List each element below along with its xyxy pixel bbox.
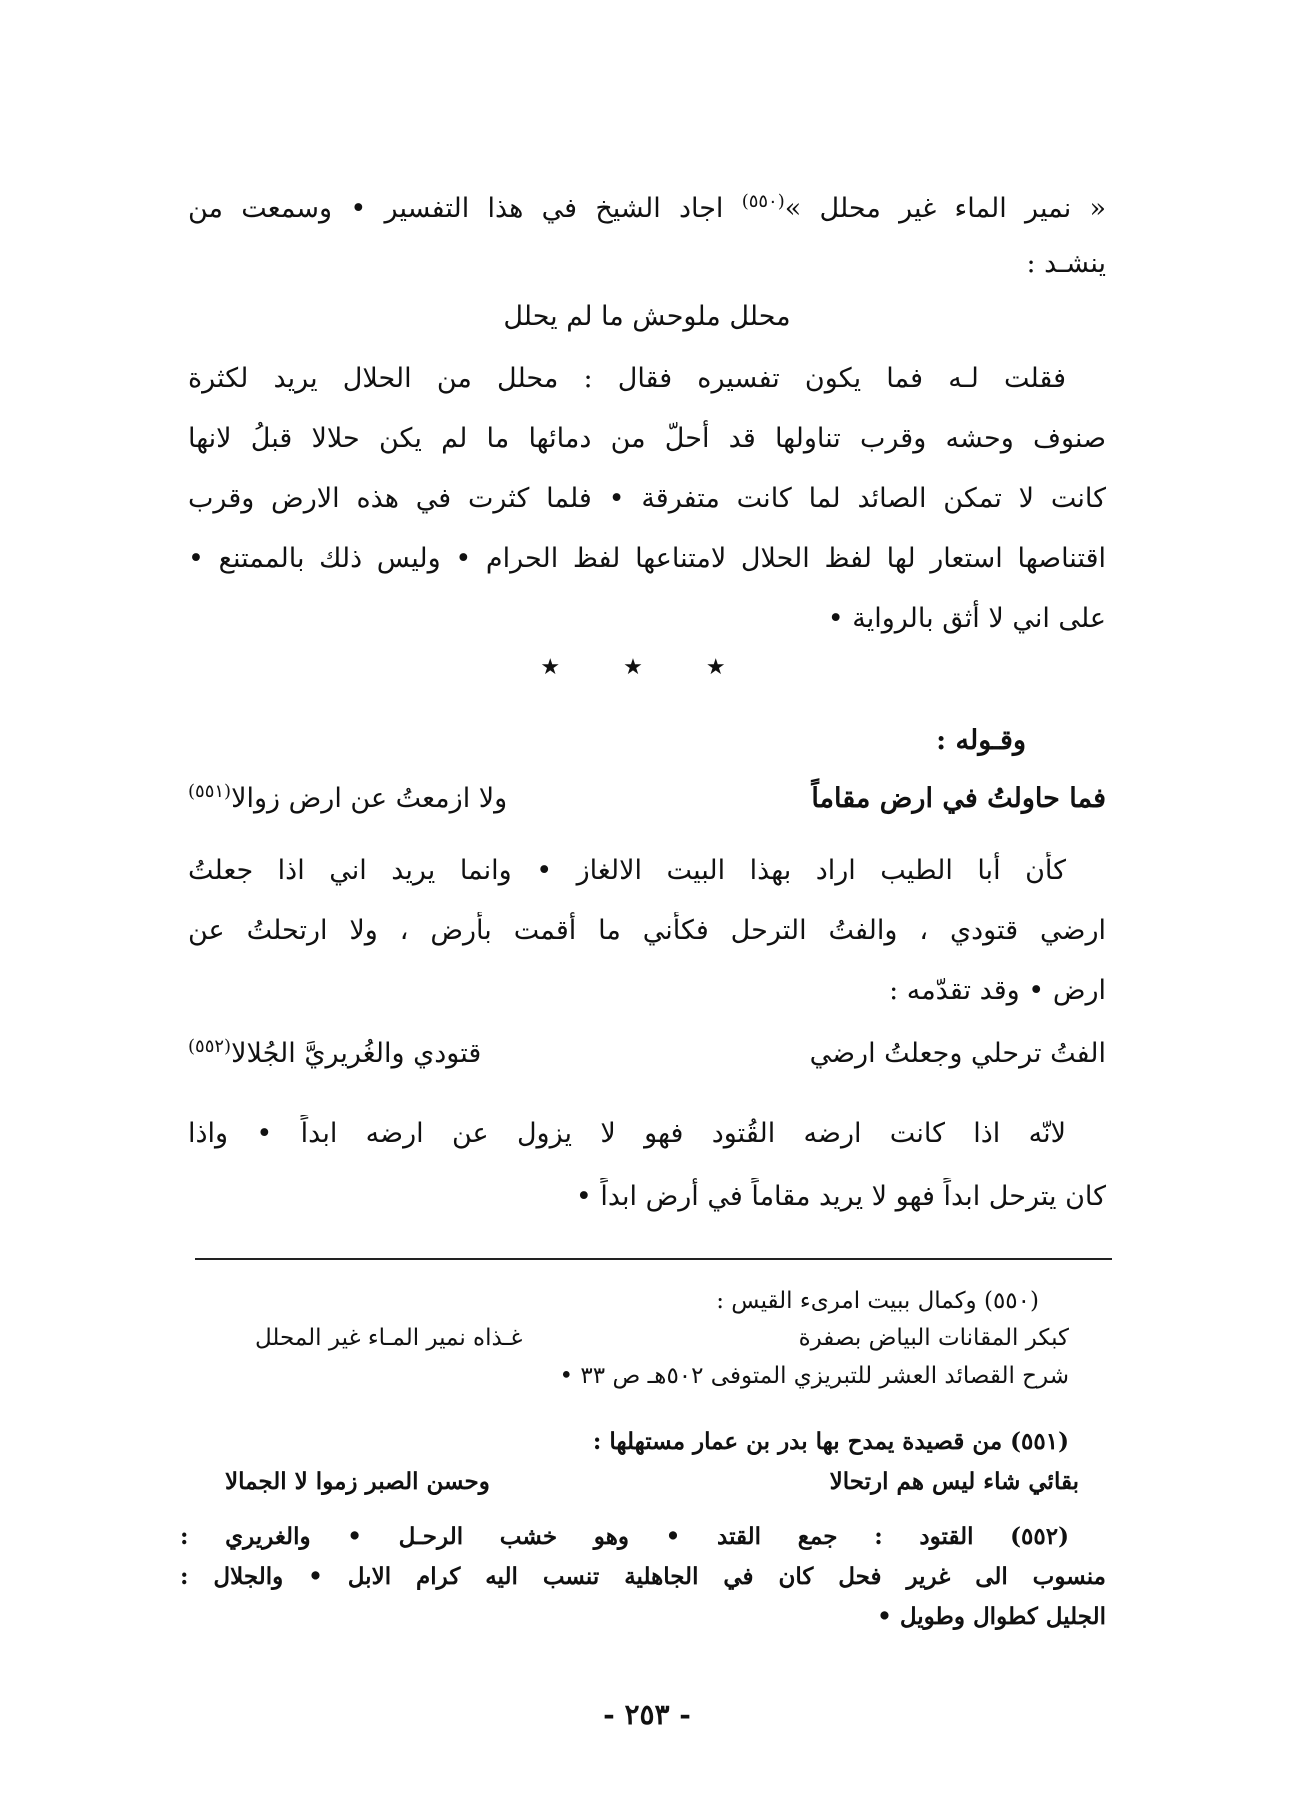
verse-second-text: ولا ازمعتُ عن ارض زوالا bbox=[231, 783, 508, 814]
footnote-550-verse bbox=[255, 1322, 1069, 1356]
poem-verse bbox=[188, 1035, 1106, 1075]
footnote-marker: (٥٥١) bbox=[188, 781, 232, 802]
verse-second-hemistich bbox=[188, 780, 507, 818]
text-line: كأن أبا الطيب اراد بهذا البيت الالغاز • وانما يريد اني اذا جعلتُ bbox=[188, 855, 1066, 886]
verse-second-hemistich: وحسن الصبر زموا لا الجمالا bbox=[225, 1468, 490, 1495]
footnote-550-intro: (٥٥٠) وكمال ببيت امرىء القيس : bbox=[716, 1288, 1039, 1314]
text-line: ارض • وقد تقدّمه : bbox=[889, 975, 1106, 1006]
text-line: ينشـد : bbox=[1026, 248, 1106, 279]
footnote-552-line: (٥٥٢) القتود : جمع القتد • وهو خشب الرحـل • والغريري : bbox=[180, 1523, 1069, 1550]
footnote-551-intro: (٥٥١) من قصيدة يمدح بها بدر بن عمار مستهلها : bbox=[592, 1428, 1069, 1455]
text-line: كانت لا تمكن الصائد لما كانت متفرقة • فلما كثرت في هذه الارض وقرب bbox=[188, 483, 1106, 514]
footnote-marker: (٥٥٠) bbox=[741, 191, 785, 212]
section-separator-stars: ★ ★ ★ bbox=[540, 655, 754, 680]
footnote-marker: (٥٥٢) bbox=[188, 1036, 232, 1057]
verse-first-hemistich: كبكر المقانات البياض بصفرة bbox=[798, 1325, 1069, 1351]
text-line: على اني لا أثق بالرواية • bbox=[827, 603, 1106, 634]
verse-first-hemistich: فما حاولتُ في ارض مقاماً bbox=[811, 783, 1106, 814]
section-heading: وقـوله : bbox=[936, 725, 1026, 756]
verse-second-hemistich: غـذاه نمير المـاء غير المحلل bbox=[255, 1325, 523, 1351]
text-line: اقتناصها استعار لها لفظ الحلال لامتناعها لفظ الحرام • وليس ذلك بالممتنع • bbox=[188, 543, 1106, 574]
footnote-550-source: شرح القصائد العشر للتبريزي المتوفى ٥٠٢هـ ص ٣٣ • bbox=[559, 1363, 1069, 1389]
footnote-551-verse bbox=[225, 1465, 1079, 1499]
footnote-552-line: الجليل كطوال وطويل • bbox=[877, 1603, 1106, 1630]
verse-second-text: قتودي والغُريريَّ الجُلالا bbox=[231, 1038, 482, 1069]
text-line: لانّه اذا كانت ارضه القُتود فهو لا يزول عن ارضه ابداً • واذا bbox=[188, 1118, 1066, 1149]
text-line: صنوف وحشه وقرب تناولها قد أحلّ من دمائها ما لم يكن حلالا قبلُ لانها bbox=[188, 423, 1106, 454]
quoted-verse: محلل ملوحش ما لم يحلل bbox=[503, 301, 791, 332]
footnote-552-line: منسوب الى غرير فحل كان في الجاهلية تنسب اليه كرام الابل • والجلال : bbox=[180, 1563, 1106, 1590]
text-line: كان يترحل ابداً فهو لا يريد مقاماً في أرض ابداً • bbox=[575, 1181, 1106, 1212]
verse-second-hemistich bbox=[188, 1035, 481, 1073]
text-line: « نمير الماء غير محلل »$^{(٥٥٠)}$ اجاد الشيخ في هذا التفسير • وسمعت من bbox=[188, 191, 1106, 224]
poem-verse bbox=[188, 780, 1106, 820]
verse-first-hemistich: الفتُ ترحلي وجعلتُ ارضي bbox=[809, 1038, 1106, 1069]
verse-first-hemistich: بقائي شاء ليس هم ارتحالا bbox=[829, 1468, 1079, 1495]
page-number: - ٢٥٣ - bbox=[603, 1698, 691, 1731]
text-line: ارضي قتودي ، والفتُ الترحل فكأني ما أقمت بأرض ، ولا ارتحلتُ عن bbox=[188, 915, 1106, 946]
footnote-divider bbox=[195, 1258, 1112, 1260]
text-line: فقلت لـه فما يكون تفسيره فقال : محلل من الحلال يريد لكثرة bbox=[188, 363, 1066, 394]
